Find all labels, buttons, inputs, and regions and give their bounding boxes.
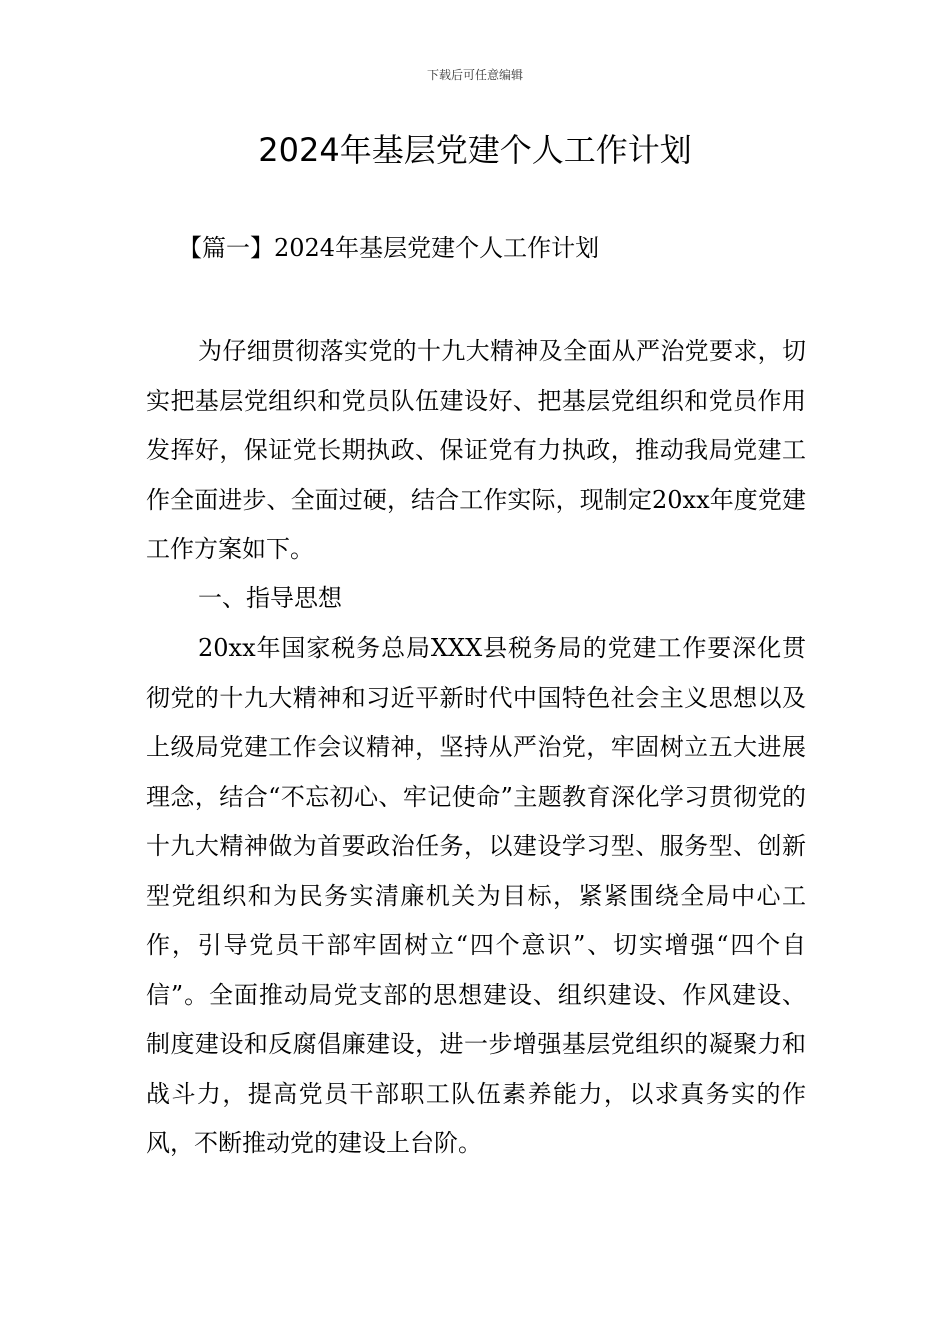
- header-note: 下载后可任意编辑: [426, 68, 523, 82]
- document-title: 2024年基层党建个人工作计划: [258, 131, 692, 169]
- intro-paragraph: 为仔细贯彻落实党的十九大精神及全面从严治党要求，切实把基层党组织和党员队伍建设好、把基层党组织和党员作用发挥好，保证党长期执政、保证党有力执政，推动我局党建工作全面进步、全面过硬，结合工作实际，现制定20xx年度党建工作方案如下。: [146, 337, 806, 563]
- subheading-guiding-thought: 一、指导思想: [198, 584, 342, 612]
- section-heading: 【篇一】2024年基层党建个人工作计划: [178, 234, 600, 262]
- guiding-thought-paragraph: 20xx年国家税务总局XXX县税务局的党建工作要深化贯彻党的十九大精神和习近平新时代中国特色社会主义思想以及上级局党建工作会议精神，坚持从严治党，牢固树立五大进展理念，结合“不忘初心、牢记使命”主题教育深化学习贯彻党的十九大精神做为首要政治任务，以建设学习型、服务型、创新型党组织和为民务实清廉机关为目标，紧紧围绕全局中心工作，引导党员干部牢固树立“四个意识”、切实增强“四个自信”。全面推动局党支部的思想建设、组织建设、作风建设、制度建设和反腐倡廉建设，进一步增强基层党组织的凝聚力和战斗力，提高党员干部职工队伍素养能力，以求真务实的作风，不断推动党的建设上台阶。: [146, 634, 806, 1157]
